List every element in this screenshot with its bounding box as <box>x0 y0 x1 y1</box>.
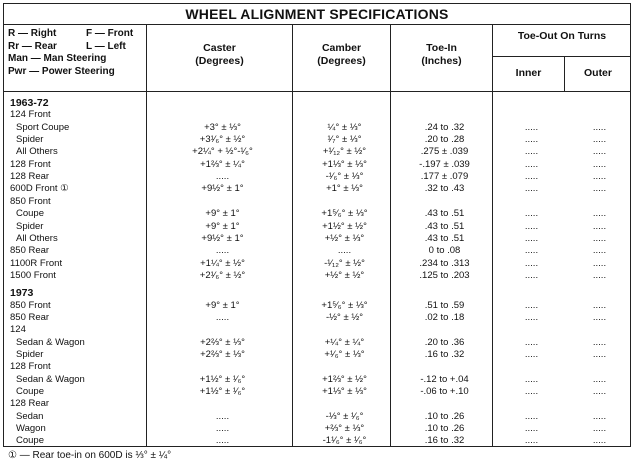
table-row <box>3 300 631 313</box>
row-label: 850 Front <box>10 195 51 207</box>
table-row <box>3 270 631 283</box>
toe-out-outer-cell: ..... <box>592 134 607 146</box>
toe-in-cell: 0 to .08 <box>428 245 461 257</box>
table-row <box>3 159 631 172</box>
table-row <box>3 146 631 159</box>
row-label: Sedan & Wagon <box>16 373 85 385</box>
table-row <box>3 337 631 350</box>
table-title: WHEEL ALIGNMENT SPECIFICATIONS <box>3 3 631 25</box>
toe-out-outer-cell: ..... <box>592 245 607 257</box>
camber-cell: ..... <box>337 245 352 257</box>
toe-out-inner-cell: ..... <box>524 410 539 422</box>
toe-in-cell: .10 to .26 <box>424 423 465 435</box>
legend-left: L — Left <box>86 40 126 52</box>
row-label: Wagon <box>16 423 46 435</box>
row-label: All Others <box>16 232 58 244</box>
toe-in-cell: .275 ± .039 <box>420 146 469 158</box>
table-row <box>3 423 631 436</box>
caster-cell: +9° ± 1° <box>205 208 240 220</box>
camber-cell: -½° ± ½° <box>325 311 364 323</box>
toe-out-outer-cell: ..... <box>592 311 607 323</box>
toe-out-inner-cell: ..... <box>524 299 539 311</box>
row-label: Coupe <box>16 208 44 220</box>
toe-in-cell: .43 to .51 <box>424 208 465 220</box>
camber-header-unit: (Degrees) <box>317 55 366 67</box>
toe-out-inner-cell: ..... <box>524 134 539 146</box>
toe-out-inner-cell: ..... <box>524 146 539 158</box>
table-row <box>3 171 631 184</box>
legend-rear: Rr — Rear <box>8 40 57 52</box>
row-label: Coupe <box>16 386 44 398</box>
toe-out-inner-cell: ..... <box>524 349 539 360</box>
toe-out-inner-cell: ..... <box>524 311 539 323</box>
toe-out-outer-cell: ..... <box>592 171 607 183</box>
legend-front: F — Front <box>86 28 134 39</box>
caster-cell: +1½° ± ¹⁄₆° <box>199 373 246 385</box>
table-row <box>3 349 631 362</box>
caster-cell: ..... <box>215 171 230 183</box>
table-row <box>3 221 631 234</box>
table-row <box>3 398 631 411</box>
toe-out-outer-cell: ..... <box>592 349 607 360</box>
row-label: 124 <box>10 324 26 336</box>
caster-cell: ..... <box>215 245 230 257</box>
row-label: 128 Front <box>10 361 51 373</box>
table-row <box>3 97 631 110</box>
outer-header: Outer <box>583 67 612 79</box>
row-label: Coupe <box>16 435 44 447</box>
camber-cell: -¹⁄₁₂° ± ½° <box>324 257 365 269</box>
camber-cell: +1⅓° ± ⅓° <box>322 158 367 170</box>
camber-cell: +½° ± ⅓° <box>324 232 365 244</box>
caster-cell: +2⅔° ± ⅓° <box>200 349 245 360</box>
row-label: 128 Rear <box>10 398 50 410</box>
caster-header-unit: (Degrees) <box>195 55 244 67</box>
caster-cell: +2¼° + ½°-¹⁄₆° <box>192 146 253 158</box>
toe-in-cell: -.12 to +.04 <box>420 373 469 385</box>
row-label: Sedan <box>16 410 44 422</box>
toe-in-cell: .32 to .43 <box>424 183 465 195</box>
legend-right: R — Right <box>8 28 57 39</box>
camber-cell: ¹⁄₇° ± ⅓° <box>327 134 362 146</box>
toe-out-outer-cell: ..... <box>592 269 607 281</box>
table-row <box>3 183 631 196</box>
camber-cell: +1⅓° ± ⅓° <box>322 386 367 398</box>
toe-in-cell: -.197 ± .039 <box>419 158 470 170</box>
footnote: ① — Rear toe-in on 600D is ⅓° ± ¼° <box>8 450 172 461</box>
toe-out-outer-cell: ..... <box>592 121 607 133</box>
toe-in-cell: .24 to .32 <box>424 121 465 133</box>
toe-out-outer-cell: ..... <box>592 232 607 244</box>
row-label: 128 Front <box>10 158 51 170</box>
camber-cell: -1¹⁄₆° ± ¹⁄₆° <box>322 435 367 447</box>
header-bottom-rule <box>3 91 631 92</box>
header-divider <box>492 56 631 57</box>
row-label: 1973 <box>10 287 34 300</box>
caster-cell: +1⅔° ± ¼° <box>200 158 245 170</box>
toe-out-outer-cell: ..... <box>592 435 607 447</box>
row-label: 1963-72 <box>10 97 49 109</box>
toe-out-inner-cell: ..... <box>524 245 539 257</box>
table-row <box>3 361 631 374</box>
table-row <box>3 287 631 300</box>
toe-out-inner-cell: ..... <box>524 121 539 133</box>
toe-in-cell: .10 to .26 <box>424 410 465 422</box>
toe-out-inner-cell: ..... <box>524 336 539 348</box>
caster-header <box>147 42 292 68</box>
toe-in-header <box>391 42 492 68</box>
toe-in-cell: .20 to .28 <box>424 134 465 146</box>
toe-out-inner-cell: ..... <box>524 158 539 170</box>
toe-in-cell: .51 to .59 <box>424 299 465 311</box>
table-row <box>3 208 631 221</box>
table-row <box>3 196 631 209</box>
camber-cell: +¹⁄₆° ± ⅓° <box>324 349 365 360</box>
table-row <box>3 109 631 122</box>
camber-cell: -⅓° ± ¹⁄₆° <box>325 410 364 422</box>
row-label: 850 Front <box>10 299 51 311</box>
toe-out-outer-cell: ..... <box>592 336 607 348</box>
toe-out-outer-cell: ..... <box>592 183 607 195</box>
row-label: 124 Front <box>10 109 51 121</box>
toe-out-inner-cell: ..... <box>524 435 539 447</box>
caster-cell: ..... <box>215 423 230 435</box>
camber-cell: ¼° ± ⅓° <box>327 121 362 133</box>
table-row <box>3 324 631 337</box>
camber-cell: +1° ± ⅓° <box>326 183 363 195</box>
caster-cell: +9° ± 1° <box>205 299 240 311</box>
caster-cell: +9½° ± 1° <box>201 183 244 195</box>
table-row <box>3 386 631 399</box>
toe-out-inner-cell: ..... <box>524 208 539 220</box>
toe-in-header-label: Toe-In <box>426 42 457 54</box>
caster-cell: +2¹⁄₆° ± ½° <box>199 269 246 281</box>
toe-out-inner-cell: ..... <box>524 220 539 232</box>
toe-out-outer-cell: ..... <box>592 220 607 232</box>
toe-out-outer-cell: ..... <box>592 299 607 311</box>
row-label: Spider <box>16 349 44 360</box>
caster-cell: +2⅔° ± ⅓° <box>200 336 245 348</box>
row-label: Sedan & Wagon <box>16 336 85 348</box>
toe-out-outer-cell: ..... <box>592 386 607 398</box>
legend-manual: Man — Man Steering <box>8 53 107 64</box>
caster-cell: +3¹⁄₆° ± ½° <box>199 134 246 146</box>
camber-cell: +1½° ± ½° <box>322 220 367 232</box>
toe-out-outer-cell: ..... <box>592 410 607 422</box>
row-label: 128 Rear <box>10 171 50 183</box>
toe-in-header-unit: (Inches) <box>421 55 462 67</box>
camber-header-label: Camber <box>321 42 362 54</box>
camber-cell: +1⅔° ± ½° <box>322 373 367 385</box>
toe-in-cell: .125 to .203 <box>419 269 470 281</box>
caster-cell: ..... <box>215 410 230 422</box>
table-row <box>3 435 631 448</box>
toe-out-inner-cell: ..... <box>524 269 539 281</box>
row-label: Spider <box>16 220 44 232</box>
table-row <box>3 258 631 271</box>
toe-in-cell: .16 to .32 <box>424 435 465 447</box>
inner-header: Inner <box>515 67 542 79</box>
table-row <box>3 312 631 325</box>
toe-in-cell: .177 ± .079 <box>420 171 469 183</box>
camber-cell: +⅔° ± ⅓° <box>324 423 365 435</box>
camber-cell: +1⁵⁄₆° ± ⅓° <box>321 299 368 311</box>
camber-header <box>293 42 390 68</box>
toe-out-outer-cell: ..... <box>592 146 607 158</box>
camber-cell: +1⁵⁄₆° ± ⅓° <box>321 208 368 220</box>
toe-out-outer-cell: ..... <box>592 257 607 269</box>
table-row <box>3 122 631 135</box>
row-label: 1100R Front <box>10 257 63 269</box>
toe-out-outer-cell: ..... <box>592 158 607 170</box>
toe-out-inner-cell: ..... <box>524 386 539 398</box>
row-label: 600D Front ① <box>10 183 69 195</box>
caster-cell: ..... <box>215 435 230 447</box>
row-label: 1500 Front <box>10 269 56 281</box>
toe-out-inner-cell: ..... <box>524 183 539 195</box>
toe-in-cell: .20 to .36 <box>424 336 465 348</box>
caster-cell: ..... <box>215 311 230 323</box>
caster-cell: +9° ± 1° <box>205 220 240 232</box>
camber-cell: -¹⁄₆° ± ⅓° <box>325 171 364 183</box>
row-label: Sport Coupe <box>16 121 70 133</box>
toe-in-cell: .43 to .51 <box>424 232 465 244</box>
toe-out-outer-cell: ..... <box>592 208 607 220</box>
table-row <box>3 374 631 387</box>
toe-in-cell: .43 to .51 <box>424 220 465 232</box>
camber-cell: +¼° ± ¼° <box>324 336 365 348</box>
toe-out-inner-cell: ..... <box>524 423 539 435</box>
caster-cell: +3° ± ⅓° <box>204 121 241 133</box>
camber-cell: +½° ± ½° <box>324 269 365 281</box>
toe-in-cell: .16 to .32 <box>424 349 465 360</box>
table-row <box>3 245 631 258</box>
row-label: All Others <box>16 146 58 158</box>
toe-in-cell: -.06 to +.10 <box>420 386 469 398</box>
table-row <box>3 134 631 147</box>
toe-out-outer-cell: ..... <box>592 373 607 385</box>
caster-cell: +1½° ± ¹⁄₆° <box>199 386 246 398</box>
toe-in-cell: .02 to .18 <box>424 311 465 323</box>
caster-header-label: Caster <box>203 42 236 54</box>
table-row <box>3 233 631 246</box>
toe-out-inner-cell: ..... <box>524 232 539 244</box>
legend-power: Pwr — Power Steering <box>8 65 115 77</box>
toe-out-inner-cell: ..... <box>524 257 539 269</box>
toe-out-inner-cell: ..... <box>524 171 539 183</box>
row-label: 850 Rear <box>10 311 50 323</box>
toe-out-header: Toe-Out On Turns <box>517 30 607 42</box>
table-row <box>3 411 631 424</box>
row-label: 850 Rear <box>10 245 50 257</box>
caster-cell: +9½° ± 1° <box>201 232 244 244</box>
camber-cell: +¹⁄₁₂° ± ½° <box>322 146 367 158</box>
caster-cell: +1¼° ± ½° <box>200 257 245 269</box>
toe-out-outer-cell: ..... <box>592 423 607 435</box>
toe-in-cell: .234 to .313 <box>419 257 470 269</box>
toe-out-inner-cell: ..... <box>524 373 539 385</box>
row-label: Spider <box>16 134 44 146</box>
